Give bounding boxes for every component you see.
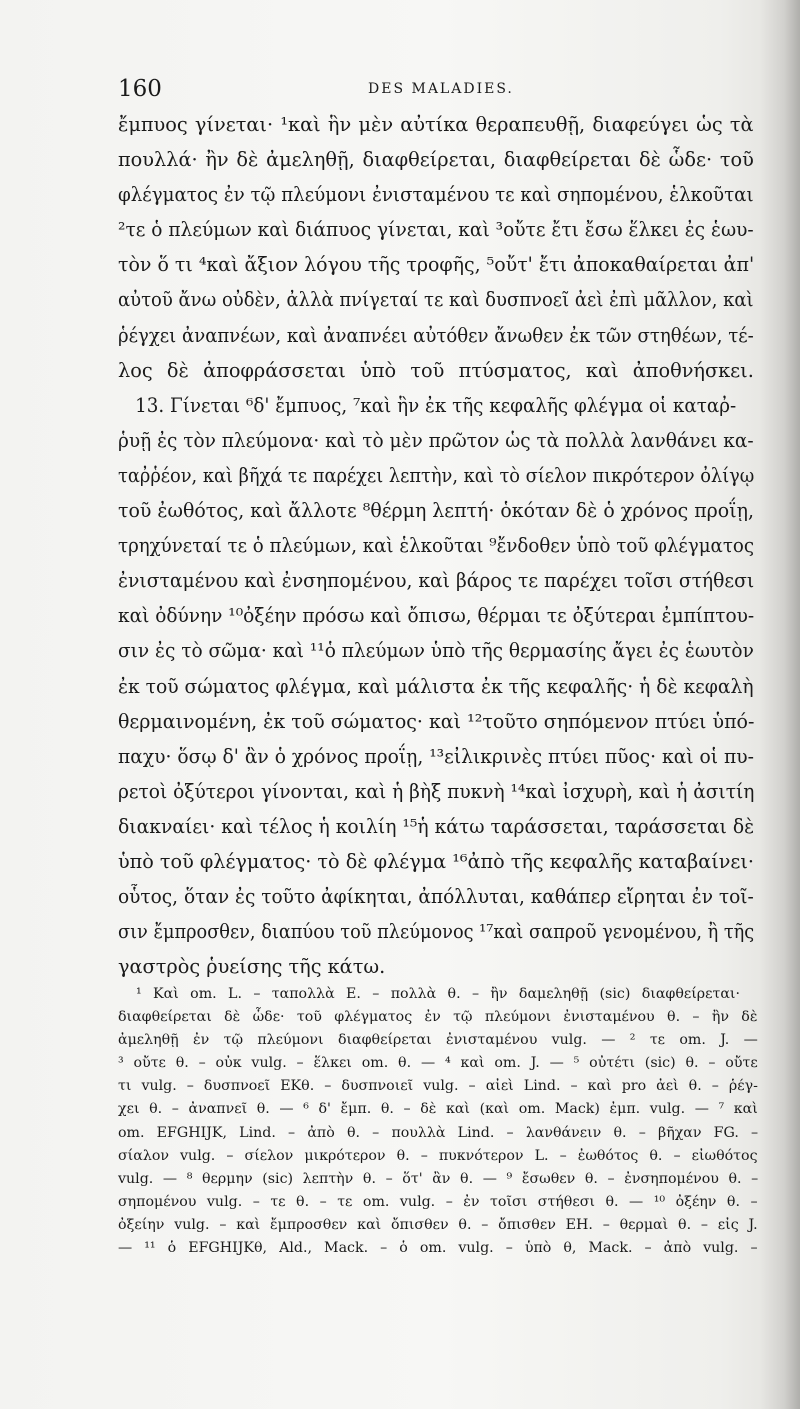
text-line: καὶ ὀδύνην ¹⁰ὀξέην πρόσω καὶ ὄπισω, θέρμαι τε ὀξύτεραι ἐμπίπτου- xyxy=(118,604,755,628)
text-line: ἐνισταμένου καὶ ἐνσηπομένου, καὶ βάρος τε παρέχει τοῖσι στήθεσι xyxy=(118,569,755,593)
footnote-line: — ¹¹ ὁ EFGHIJKθ, Ald., Mack. – ὁ om. vulg. – ὑπὸ θ, Mack. – ἀπὸ vulg. – xyxy=(118,1240,758,1257)
text-line: ἔμπυος γίνεται· ¹καὶ ἣν μὲν αὐτίκα θεραπευθῇ, διαφεύγει ὡς τὰ xyxy=(118,113,754,136)
text-line: πουλλά· ἢν δὲ ἀμεληθῇ, διαφθείρεται, διαφθείρεται δὲ ὧδε· τοῦ xyxy=(118,148,754,172)
text-line: ταῤῥέον, καὶ βῆχά τε παρέχει λεπτὴν, καὶ τὸ σίελον πικρότερον ὀλίγῳ xyxy=(118,463,755,487)
text-line: ὑπὸ τοῦ φλέγματος· τὸ δὲ φλέγμα ¹⁶ἀπὸ τῆς κεφαλῆς καταβαίνει· xyxy=(118,849,754,873)
footnote-line: τι vulg. – δυσπνοεῖ EKθ. – δυσπνοιεῖ vulg. – αἰεὶ Lind. – καὶ pro ἀεὶ θ. – ῥέγ- xyxy=(118,1078,758,1095)
footnote-line: ὀξείην vulg. – καὶ ἔμπροσθεν καὶ ὄπισθεν θ. – ὄπισθεν EH. – θερμαὶ θ. – εἰς J. xyxy=(118,1216,758,1233)
footnote-line: vulg. — ⁸ θερμην (sic) λεπτὴν θ. – ὅτ' ἂν θ. — ⁹ ἔσωθεν θ. – ἐνσηπομένου θ. – xyxy=(118,1170,759,1187)
text-line: οὗτος, ὅταν ἐς τοῦτο ἀφίκηται, ἀπόλλυται, καθάπερ εἴρηται ἐν τοῖ- xyxy=(118,885,754,909)
text-line: σιν ἐς τὸ σῶμα· καὶ ¹¹ὁ πλεύμων ὑπὸ τῆς θερμασίης ἄγει ἐς ἑωυτὸν xyxy=(118,639,754,663)
text-line: ἐκ τοῦ σώματος φλέγμα, καὶ μάλιστα ἐκ τῆς κεφαλῆς· ἡ δὲ κεφαλὴ xyxy=(118,674,754,698)
footnote-line: ³ οὔτε θ. – οὐκ vulg. – ἕλκει om. θ. — ⁴ καὶ om. J. — ⁵ οὐτέτι (sic) θ. – οὔτε xyxy=(118,1055,758,1072)
footnote-line: σίαλον vulg. – σίελον μικρότερον θ. – πυκνότερον L. – ἐωθότος θ. – εἰωθότος xyxy=(118,1147,758,1164)
page-number: 160 xyxy=(118,76,162,102)
footnote-line: διαφθείρεται δὲ ὧδε· τοῦ φλέγματος ἐν τῷ πλεύμονι ἐνισταμένου θ. – ἢν δὲ xyxy=(118,1009,758,1026)
text-line: τὸν ὅ τι ⁴καὶ ἄξιον λόγου τῆς τροφῆς, ⁵οὔτ' ἔτι ἀποκαθαίρεται ἀπ' xyxy=(118,253,755,277)
main-text xyxy=(118,107,754,984)
footnote-line: ¹ Καὶ om. L. – ταπολλὰ E. – πολλὰ θ. – ἢν δαμεληθῇ (sic) διαφθείρεται· xyxy=(136,986,740,1002)
text-line: σιν ἔμπροσθεν, διαπύου τοῦ πλεύμονος ¹⁷καὶ σαπροῦ γενομένου, ἢ τῆς xyxy=(118,920,755,944)
text-line: ῥυῇ ἐς τὸν πλεύμονα· καὶ τὸ μὲν πρῶτον ὡς τὰ πολλὰ λανθάνει κα- xyxy=(118,428,754,452)
text-line: φλέγματος ἐν τῷ πλεύμονι ἐνισταμένου τε καὶ σηπομένου, ἑλκοῦται xyxy=(118,183,754,207)
text-line: ρετοὶ ὀξύτεροι γίνονται, καὶ ἡ βὴξ πυκνὴ ¹⁴καὶ ἰσχυρὴ, καὶ ἡ ἀσιτίη xyxy=(118,779,755,803)
text-line: λος δὲ ἀποφράσσεται ὑπὸ τοῦ πτύσματος, καὶ ἀποθνήσκει. xyxy=(118,358,754,382)
text-line: παχυ· ὅσῳ δ' ἂν ὁ χρόνος προΐῃ, ¹³εἰλικρινὲς πτύει πῦος· καὶ οἱ πυ- xyxy=(118,744,754,768)
footnote-line: σηπομένου vulg. – τε θ. – τε om. vulg. – ἐν τοῖσι στήθεσι θ. — ¹⁰ ὀξέην θ. – xyxy=(118,1193,758,1210)
running-title: DES MALADIES. xyxy=(368,81,514,97)
text-line: διακναίει· καὶ τέλος ἡ κοιλίη ¹⁵ἡ κάτω ταράσσεται, ταράσσεται δὲ xyxy=(118,814,755,838)
text-line: γαστρὸς ῥυείσης τῆς κάτω. xyxy=(118,955,386,979)
footnotes xyxy=(118,983,758,1260)
text-line: ²τε ὁ πλεύμων καὶ διάπυος γίνεται, καὶ ³οὔτε ἔτι ἔσω ἕλκει ἐς ἑωυ- xyxy=(118,218,754,242)
text-line: ῥέγχει ἀναπνέων, καὶ ἀναπνέει αὐτόθεν ἄνωθεν ἐκ τῶν στηθέων, τέ- xyxy=(118,323,754,347)
section-heading-line: 13. Γίνεται ⁶δ' ἔμπυος, ⁷καὶ ἣν ἐκ τῆς κεφαλῆς φλέγμα οἱ καταῤ- xyxy=(135,393,737,417)
text-line: θερμαινομένη, ἐκ τοῦ σώματος· καὶ ¹²τοῦτο σηπόμενον πτύει ὑπό- xyxy=(118,709,755,733)
page-header xyxy=(118,76,758,106)
text-line: τρηχύνεταί τε ὁ πλεύμων, καὶ ἑλκοῦται ⁹ἔνδοθεν ὑπὸ τοῦ φλέγματος xyxy=(118,534,755,558)
footnote-line: χει θ. – ἀναπνεῖ θ. — ⁶ δ' ἔμπ. θ. – δὲ καὶ (καὶ om. Mack) ἐμπ. vulg. — ⁷ καὶ xyxy=(118,1101,758,1118)
footnote-line: ἀμεληθῇ ἐν τῷ πλεύμονι διαφθείρεται ἐνισταμένου vulg. — ² τε om. J. — xyxy=(118,1032,758,1049)
footnote-line: om. EFGHIJK, Lind. – ἀπὸ θ. – πουλλὰ Lind. – λανθάνειν θ. – βῆχαν FG. – xyxy=(118,1124,759,1141)
text-line: τοῦ ἐωθότος, καὶ ἄλλοτε ⁸θέρμη λεπτή· ὁκόταν δὲ ὁ χρόνος προΐῃ, xyxy=(118,499,754,523)
text-line: αὐτοῦ ἄνω οὐδὲν, ἀλλὰ πνίγεταί τε καὶ δυσπνοεῖ ἀεὶ ἐπὶ μᾶλλον, καὶ xyxy=(118,288,754,312)
